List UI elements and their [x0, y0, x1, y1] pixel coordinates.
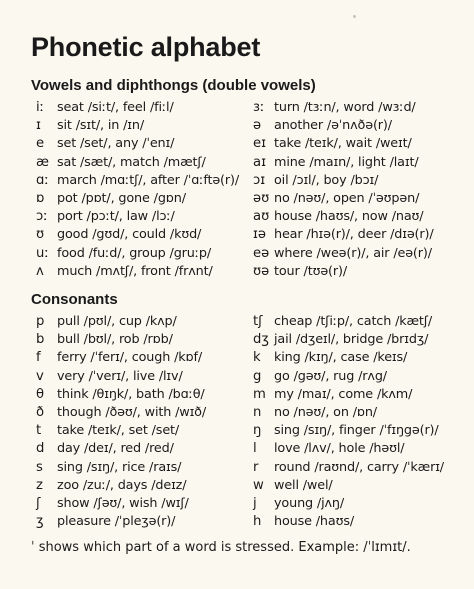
consonant-examples: show /ʃəʊ/, wish /wɪʃ/	[57, 495, 189, 511]
vowel-symbol: eɪ	[253, 136, 267, 152]
vowel-examples: seat /siːt/, feel /fiːl/	[57, 100, 174, 115]
speck-mark	[353, 15, 356, 18]
consonant-examples: sing /sɪŋ/, finger /ˈfɪŋgə(r)/	[274, 423, 439, 439]
vowel-row	[36, 190, 266, 208]
vowel-examples: take /teɪk/, wait /weɪt/	[274, 136, 412, 152]
vowel-symbol: ɔː	[36, 209, 48, 225]
vowel-row	[253, 226, 474, 244]
vowel-row	[36, 154, 266, 172]
consonant-examples: jail /dʒeɪl/, bridge /brɪdʒ/	[274, 332, 429, 348]
vowel-row	[253, 172, 474, 190]
consonant-examples: pleasure /ˈpleʒə(r)/	[57, 514, 176, 530]
consonant-row	[253, 422, 474, 440]
vowel-symbol: əʊ	[253, 190, 270, 206]
consonant-row	[253, 404, 474, 422]
consonant-symbol: ʒ	[36, 514, 44, 530]
vowel-examples: pot /pɒt/, gone /gɒn/	[57, 190, 186, 206]
vowel-examples: tour /tʊə(r)/	[274, 263, 348, 279]
consonants-right-column	[253, 313, 474, 531]
consonant-symbol: f	[36, 350, 41, 366]
vowel-symbol: ʌ	[36, 263, 44, 279]
vowel-examples: another /əˈnʌðə(r)/	[274, 118, 392, 134]
consonant-symbol: w	[253, 477, 264, 493]
vowel-row	[36, 135, 266, 153]
consonant-symbol: s	[36, 459, 43, 475]
consonant-row	[36, 404, 266, 422]
vowel-row	[253, 117, 474, 135]
consonants-left-column	[36, 313, 266, 531]
vowel-row	[253, 208, 474, 226]
consonant-symbol: h	[253, 514, 262, 530]
consonant-row	[253, 368, 474, 386]
vowel-examples: sit /sɪt/, in /ɪn/	[57, 118, 145, 134]
vowel-row	[36, 245, 266, 263]
consonant-symbol: ð	[36, 404, 45, 420]
consonant-examples: think /θɪŋk/, bath /bɑːθ/	[57, 386, 205, 402]
vowel-row	[253, 263, 474, 281]
vowel-examples: good /gʊd/, could /kʊd/	[57, 227, 202, 243]
vowel-row	[253, 154, 474, 172]
vowel-symbol: ʊə	[253, 263, 270, 279]
vowel-symbol: ɪ	[36, 118, 41, 134]
consonant-examples: zoo /zuː/, days /deɪz/	[57, 477, 187, 493]
vowel-symbol: e	[36, 136, 45, 152]
vowel-row	[36, 117, 266, 135]
page-title: Phonetic alphabet	[31, 32, 261, 62]
vowel-symbol: ɔɪ	[253, 172, 266, 188]
consonant-examples: round /raʊnd/, carry /ˈkærɪ/	[274, 459, 444, 475]
consonant-symbol: b	[36, 332, 45, 348]
vowel-symbol: ʊ	[36, 227, 45, 243]
consonant-row	[36, 495, 266, 513]
consonant-row	[253, 513, 474, 531]
vowel-examples: turn /tɜːn/, word /wɜːd/	[274, 100, 416, 115]
consonant-examples: very /ˈverɪ/, live /lɪv/	[57, 368, 183, 384]
vowel-examples: oil /ɔɪl/, boy /bɔɪ/	[274, 172, 379, 188]
vowel-row	[36, 99, 266, 117]
consonant-examples: love /lʌv/, hole /həʊl/	[274, 441, 405, 457]
vowel-examples: no /nəʊ/, open /ˈəʊpən/	[274, 190, 420, 206]
consonant-examples: my /maɪ/, come /kʌm/	[274, 386, 413, 402]
consonant-symbol: r	[253, 459, 259, 475]
vowel-row	[253, 99, 474, 117]
consonant-symbol: θ	[36, 386, 45, 402]
vowel-row	[36, 226, 266, 244]
consonant-row	[253, 477, 474, 495]
consonant-symbol: t	[36, 423, 42, 439]
vowel-symbol: iː	[36, 100, 45, 115]
consonant-examples: king /kɪŋ/, case /keɪs/	[274, 350, 408, 366]
vowel-row	[253, 190, 474, 208]
vowel-examples: mine /maɪn/, light /laɪt/	[274, 154, 419, 170]
consonant-row	[36, 349, 266, 367]
consonant-symbol: g	[253, 368, 262, 384]
vowel-row	[36, 172, 266, 190]
vowel-examples: house /haʊs/, now /naʊ/	[274, 209, 424, 225]
consonant-symbol: d	[36, 441, 45, 457]
consonant-row	[253, 313, 474, 331]
vowel-row	[253, 135, 474, 153]
consonant-row	[36, 513, 266, 531]
consonant-row	[253, 331, 474, 349]
vowel-row	[36, 263, 266, 281]
vowel-symbol: ɒ	[36, 190, 45, 206]
consonant-symbol: dʒ	[253, 332, 269, 348]
vowels-right-column	[253, 99, 474, 281]
vowel-symbol: aɪ	[253, 154, 266, 170]
vowel-symbol: ɑː	[36, 172, 49, 188]
consonant-symbol: j	[253, 495, 257, 511]
consonant-examples: cheap /tʃiːp/, catch /kætʃ/	[274, 314, 433, 329]
vowel-examples: hear /hɪə(r)/, deer /dɪə(r)/	[274, 227, 434, 243]
vowels-left-column	[36, 99, 266, 281]
consonant-examples: house /haʊs/	[274, 514, 355, 530]
consonant-symbol: tʃ	[253, 314, 263, 329]
stress-footnote: ˈ shows which part of a word is stressed. Example: /ˈlɪmɪt/.	[31, 540, 411, 555]
consonant-examples: ferry /ˈferɪ/, cough /kɒf/	[57, 350, 203, 366]
consonant-symbol: l	[253, 441, 257, 457]
vowel-symbol: eə	[253, 245, 270, 261]
consonant-symbol: ŋ	[253, 423, 262, 439]
vowels-heading: Vowels and diphthongs (double vowels)	[31, 77, 316, 94]
consonant-row	[36, 459, 266, 477]
consonant-row	[36, 477, 266, 495]
consonant-examples: young /jʌŋ/	[274, 495, 345, 511]
consonant-examples: pull /pʊl/, cup /kʌp/	[57, 314, 177, 329]
vowel-examples: set /set/, any /ˈenɪ/	[57, 136, 175, 152]
consonant-symbol: n	[253, 404, 262, 420]
consonant-row	[253, 349, 474, 367]
consonant-row	[253, 386, 474, 404]
consonant-row	[36, 440, 266, 458]
consonant-examples: bull /bʊl/, rob /rɒb/	[57, 332, 173, 348]
vowel-examples: march /mɑːtʃ/, after /ˈɑːftə(r)/	[57, 172, 240, 188]
vowel-row	[253, 245, 474, 263]
vowel-symbol: ɜː	[253, 100, 265, 115]
consonant-symbol: ʃ	[36, 495, 41, 511]
vowel-examples: food /fuːd/, group /gruːp/	[57, 245, 212, 261]
consonant-row	[36, 331, 266, 349]
vowel-symbol: ə	[253, 118, 262, 134]
consonant-examples: take /teɪk/, set /set/	[57, 423, 180, 439]
consonant-examples: no /nəʊ/, on /ɒn/	[274, 404, 377, 420]
consonant-row	[253, 440, 474, 458]
consonant-row	[253, 495, 474, 513]
vowel-symbol: ɪə	[253, 227, 267, 243]
consonant-examples: go /gəʊ/, rug /rʌg/	[274, 368, 387, 384]
consonant-row	[36, 368, 266, 386]
consonant-row	[36, 422, 266, 440]
consonant-symbol: p	[36, 314, 45, 329]
consonant-symbol: m	[253, 386, 266, 402]
vowel-symbol: æ	[36, 154, 49, 170]
consonant-row	[253, 459, 474, 477]
vowel-examples: port /pɔːt/, law /lɔː/	[57, 209, 175, 225]
consonant-examples: sing /sɪŋ/, rice /raɪs/	[57, 459, 182, 475]
vowel-examples: where /weə(r)/, air /eə(r)/	[274, 245, 432, 261]
consonant-examples: well /wel/	[274, 477, 333, 493]
vowel-examples: sat /sæt/, match /mætʃ/	[57, 154, 206, 170]
vowel-row	[36, 208, 266, 226]
consonant-row	[36, 386, 266, 404]
consonant-symbol: v	[36, 368, 44, 384]
consonant-examples: day /deɪ/, red /red/	[57, 441, 174, 457]
consonants-heading: Consonants	[31, 291, 118, 308]
consonant-examples: though /ðəʊ/, with /wɪð/	[57, 404, 207, 420]
vowel-symbol: aʊ	[253, 209, 270, 225]
consonant-symbol: z	[36, 477, 43, 493]
consonant-row	[36, 313, 266, 331]
consonant-symbol: k	[253, 350, 261, 366]
vowel-symbol: uː	[36, 245, 49, 261]
vowel-examples: much /mʌtʃ/, front /frʌnt/	[57, 263, 213, 279]
